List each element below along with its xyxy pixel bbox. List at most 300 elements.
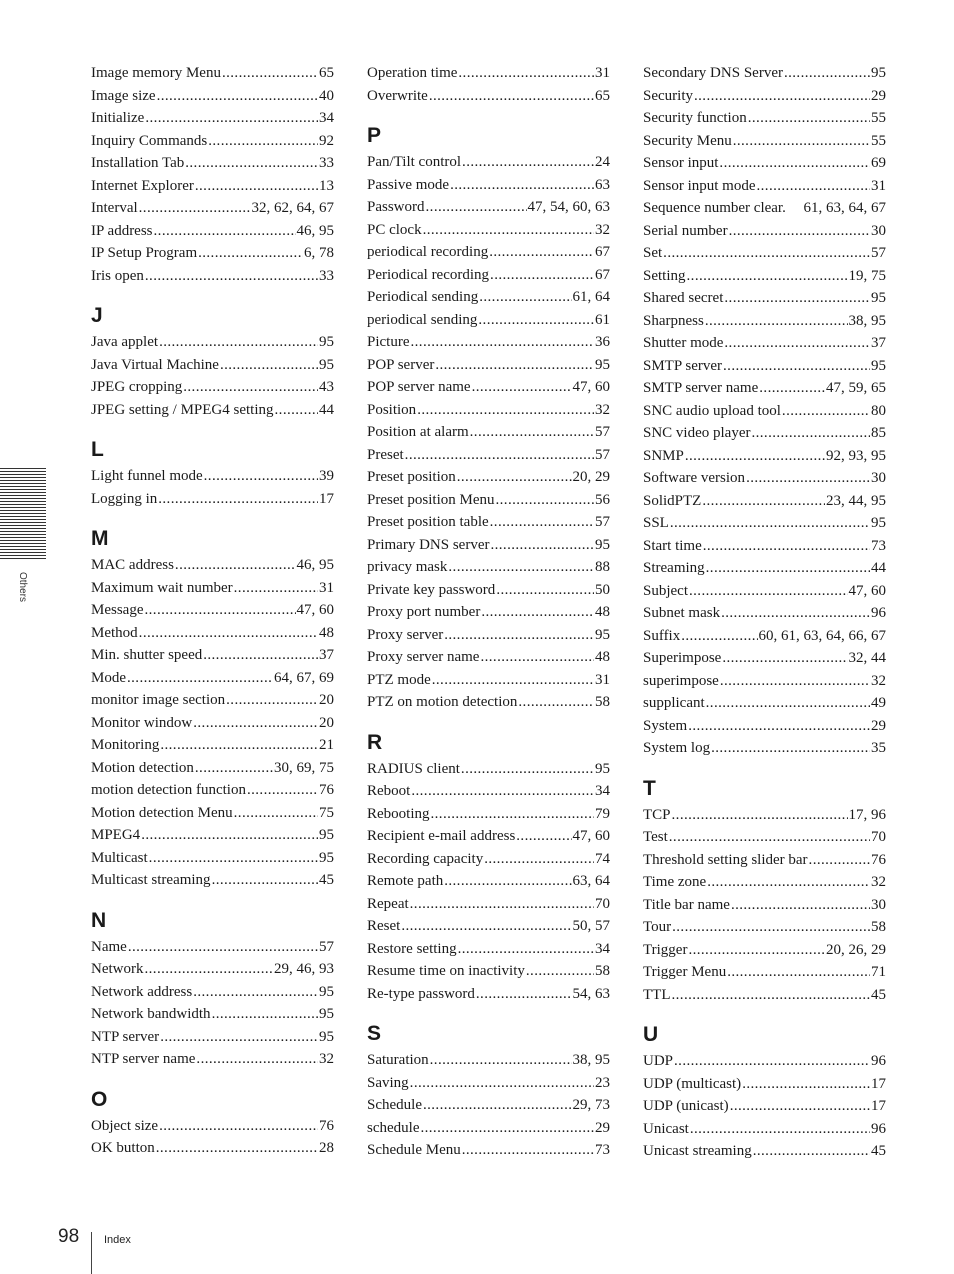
index-page-numbers: 57 <box>319 938 334 955</box>
index-page-numbers: 79 <box>595 805 610 822</box>
index-page-numbers: 57 <box>595 446 610 463</box>
index-entry <box>643 130 886 153</box>
index-page-numbers: 38, 95 <box>848 312 886 329</box>
leader-dots <box>496 579 594 602</box>
leader-dots <box>154 220 296 243</box>
index-term: Test <box>643 829 668 845</box>
index-entry <box>367 511 610 534</box>
leader-dots <box>526 960 594 983</box>
index-entry <box>643 557 886 580</box>
leader-dots <box>784 62 870 85</box>
index-page-numbers: 71 <box>871 964 886 980</box>
leader-dots <box>688 939 825 962</box>
index-page-numbers: 45 <box>871 986 886 1003</box>
leader-dots <box>724 332 870 355</box>
leader-dots <box>723 355 870 378</box>
index-entry <box>643 490 886 513</box>
leader-dots <box>435 354 594 377</box>
leader-dots <box>722 647 847 670</box>
leader-dots <box>481 601 594 624</box>
index-entry <box>91 62 334 85</box>
index-entry <box>91 599 334 622</box>
leader-dots <box>669 826 870 849</box>
leader-dots <box>702 490 825 513</box>
leader-dots <box>705 310 848 333</box>
index-term: Installation Tab <box>91 155 185 171</box>
index-entry <box>643 467 886 490</box>
index-entry <box>643 535 886 558</box>
index-page-numbers: 80 <box>871 402 886 419</box>
leader-dots <box>139 622 318 645</box>
index-page-numbers: 30 <box>871 222 886 239</box>
index-entry <box>643 62 886 85</box>
leader-dots <box>212 1003 318 1026</box>
index-term: System <box>643 717 688 734</box>
leader-dots <box>158 488 318 511</box>
index-entry <box>91 847 334 870</box>
index-page-numbers: 29, 73 <box>572 1097 610 1113</box>
index-entry <box>367 196 610 219</box>
index-page-numbers: 58 <box>595 694 610 710</box>
leader-dots <box>751 422 870 445</box>
leader-dots <box>195 757 273 780</box>
index-entry <box>91 354 334 377</box>
index-entry <box>367 556 610 579</box>
index-page-numbers: 70 <box>595 895 610 912</box>
index-term: motion detection function <box>91 782 246 798</box>
index-term: Private key password <box>367 581 496 598</box>
index-term: Secondary DNS Server <box>643 65 783 81</box>
index-page-numbers: 95 <box>871 357 886 374</box>
index-entry <box>643 355 886 378</box>
index-term: superimpose <box>643 672 719 689</box>
index-term: Maximum wait number <box>91 579 233 596</box>
index-entry <box>91 622 334 645</box>
index-term: Software version <box>643 470 746 486</box>
index-term: Unicast streaming <box>643 1143 752 1159</box>
index-term: MAC address <box>91 557 174 573</box>
index-page-numbers: 31 <box>595 65 610 81</box>
leader-dots <box>480 646 594 669</box>
index-entry <box>367 489 610 512</box>
index-page-numbers: 29 <box>871 717 886 734</box>
index-page-numbers: 95 <box>319 356 334 373</box>
index-entry <box>91 107 334 130</box>
index-page-numbers: 32, 62, 64, 67 <box>251 200 334 216</box>
leader-dots <box>476 983 572 1006</box>
leader-dots <box>430 1049 572 1072</box>
index-term: Network address <box>91 983 193 1000</box>
index-entry <box>367 534 610 557</box>
index-term: SNC video player <box>643 425 751 441</box>
page-number: 98 <box>58 1226 80 1247</box>
index-term: Schedule <box>367 1097 422 1113</box>
index-entry <box>367 646 610 669</box>
index-page-numbers: 23 <box>595 1074 610 1091</box>
index-page-numbers: 47, 60 <box>572 379 610 395</box>
leader-dots <box>411 331 595 354</box>
index-entry <box>367 848 610 871</box>
leader-dots <box>420 1117 594 1140</box>
index-term: TTL <box>643 986 671 1003</box>
index-page-numbers: 34 <box>319 110 334 126</box>
index-page-numbers: 6, 78 <box>304 245 334 261</box>
index-page-numbers: 38, 95 <box>572 1052 610 1068</box>
leader-dots <box>490 534 594 557</box>
leader-dots <box>490 264 594 287</box>
leader-dots <box>516 825 571 848</box>
index-term: Multicast streaming <box>91 872 211 888</box>
index-term: Method <box>91 624 138 641</box>
leader-dots <box>490 511 594 534</box>
index-entry <box>643 197 886 220</box>
index-term: Object size <box>91 1117 159 1134</box>
leader-dots <box>729 220 870 243</box>
index-letter-heading: J <box>91 304 103 327</box>
index-term: Schedule Menu <box>367 1142 461 1158</box>
leader-dots <box>401 915 571 938</box>
index-page-numbers: 57 <box>871 245 886 261</box>
index-entry <box>367 758 610 781</box>
index-term: Serial number <box>643 222 728 239</box>
index-term: Monitor window <box>91 714 193 731</box>
index-page-numbers: 19, 75 <box>848 267 886 284</box>
index-page-numbers: 20, 29 <box>572 469 610 485</box>
index-page-numbers: 44 <box>871 560 886 576</box>
index-entry <box>643 871 886 894</box>
index-term: Java Virtual Machine <box>91 356 219 373</box>
index-term: Pan/Tilt control <box>367 154 462 170</box>
leader-dots <box>733 130 870 153</box>
index-letter-heading: L <box>91 438 104 461</box>
leader-dots <box>127 667 273 690</box>
index-page-numbers: 85 <box>871 425 886 441</box>
index-page-numbers: 48 <box>319 624 334 641</box>
index-term: Recording capacity <box>367 850 484 867</box>
leader-dots <box>160 1026 318 1049</box>
index-entry <box>91 376 334 399</box>
index-entry <box>367 219 610 242</box>
index-entry <box>367 1094 610 1117</box>
index-page-numbers: 17 <box>871 1098 886 1114</box>
leader-dots <box>672 804 848 827</box>
index-term: SMTP server <box>643 357 723 374</box>
index-entry <box>367 1072 610 1095</box>
index-entry <box>643 894 886 917</box>
leader-dots <box>759 377 825 400</box>
index-page-numbers: 67 <box>595 266 610 283</box>
index-page-numbers: 67 <box>595 244 610 260</box>
index-entry <box>643 580 886 603</box>
index-page-numbers: 96 <box>871 605 886 621</box>
index-entry <box>367 421 610 444</box>
index-page-numbers: 95 <box>319 849 334 866</box>
leader-dots <box>496 489 595 512</box>
index-entry <box>643 220 886 243</box>
index-page-numbers: 75 <box>319 804 334 821</box>
index-page-numbers: 47, 54, 60, 63 <box>527 199 610 215</box>
index-page-numbers: 28 <box>319 1140 334 1156</box>
index-term: Preset <box>367 446 404 463</box>
index-term: Security function <box>643 110 747 126</box>
index-entry <box>643 445 886 468</box>
index-entry <box>367 1049 610 1072</box>
leader-dots <box>746 467 870 490</box>
index-term: Light funnel mode <box>91 468 203 484</box>
index-page-numbers: 17, 96 <box>848 806 886 823</box>
index-page-numbers: 20, 26, 29 <box>826 941 886 958</box>
leader-dots <box>707 871 870 894</box>
leader-dots <box>462 1139 594 1162</box>
index-term: JPEG cropping <box>91 379 183 395</box>
index-term: Re-type password <box>367 985 475 1002</box>
index-term: System log <box>643 740 711 756</box>
index-page-numbers: 31 <box>595 671 610 688</box>
index-term: Initialize <box>91 110 145 126</box>
index-page-numbers: 76 <box>319 1117 334 1134</box>
leader-dots <box>711 737 870 760</box>
index-entry <box>91 554 334 577</box>
index-entry <box>91 779 334 802</box>
index-term: Sharpness <box>643 312 704 329</box>
index-term: UDP (unicast) <box>643 1098 729 1114</box>
leader-dots <box>145 107 318 130</box>
index-term: Network bandwidth <box>91 1006 211 1022</box>
index-term: periodical recording <box>367 244 489 260</box>
index-entry <box>91 465 334 488</box>
index-entry <box>91 734 334 757</box>
index-entry <box>367 938 610 961</box>
index-entry <box>367 893 610 916</box>
index-term: OK button <box>91 1140 155 1156</box>
index-term: Unicast <box>643 1120 689 1137</box>
leader-dots <box>175 554 296 577</box>
index-term: PC clock <box>367 221 422 238</box>
index-term: Time zone <box>643 874 707 890</box>
index-entry <box>643 175 886 198</box>
index-page-numbers: 39 <box>319 468 334 484</box>
index-entry <box>367 579 610 602</box>
index-entry <box>367 669 610 692</box>
index-term: Security Menu <box>643 132 732 149</box>
index-page-numbers: 54, 63 <box>572 985 610 1002</box>
index-page-numbers: 47, 60 <box>848 582 886 599</box>
leader-dots <box>720 670 870 693</box>
index-entry <box>643 984 886 1007</box>
index-entry <box>643 377 886 400</box>
index-entry <box>91 1048 334 1071</box>
index-term: PTZ on motion detection <box>367 694 518 710</box>
leader-dots <box>183 376 318 399</box>
index-entry <box>91 152 334 175</box>
index-term: Image memory Menu <box>91 65 221 81</box>
index-entry <box>91 577 334 600</box>
index-page-numbers: 34 <box>595 940 610 957</box>
index-page-numbers: 48 <box>595 649 610 665</box>
index-entry <box>643 849 886 872</box>
leader-dots <box>195 175 318 198</box>
leader-dots <box>444 870 571 893</box>
index-term: SNC audio upload tool <box>643 402 781 419</box>
index-term: Min. shutter speed <box>91 647 203 663</box>
index-page-numbers: 44 <box>319 401 334 418</box>
index-page-numbers: 92, 93, 95 <box>826 447 886 464</box>
index-page-numbers: 47, 59, 65 <box>826 380 886 396</box>
leader-dots <box>198 242 303 265</box>
leader-dots <box>193 712 318 735</box>
index-term: TCP <box>643 806 671 823</box>
index-term: JPEG setting / MPEG4 setting <box>91 401 274 418</box>
leader-dots <box>234 577 318 600</box>
index-entry <box>643 1095 886 1118</box>
leader-dots <box>185 152 318 175</box>
index-page-numbers: 46, 95 <box>296 222 334 239</box>
index-term: Suffix <box>643 627 681 644</box>
index-page-numbers: 95 <box>319 1006 334 1022</box>
index-page-numbers: 61, 64 <box>572 289 610 305</box>
index-term: privacy mask <box>367 559 448 575</box>
leader-dots <box>472 376 572 399</box>
index-entry <box>643 265 886 288</box>
leader-dots <box>208 130 318 153</box>
leader-dots <box>203 644 318 667</box>
index-page-numbers: 17 <box>871 1075 886 1092</box>
leader-dots <box>670 512 870 535</box>
index-page-numbers: 49 <box>871 695 886 711</box>
index-term: monitor image section <box>91 692 226 708</box>
leader-dots <box>160 734 318 757</box>
index-entry <box>91 958 334 981</box>
leader-dots <box>462 151 594 174</box>
index-page-numbers: 46, 95 <box>296 557 334 573</box>
index-page-numbers: 65 <box>595 87 610 104</box>
leader-dots <box>731 894 870 917</box>
index-page-numbers: 95 <box>319 1028 334 1045</box>
index-column-1 <box>91 62 334 1160</box>
index-term: supplicant <box>643 695 705 711</box>
index-entry <box>91 757 334 780</box>
index-term: Logging in <box>91 490 158 507</box>
index-page-numbers: 32, 44 <box>848 650 886 666</box>
leader-dots <box>703 535 870 558</box>
index-entry <box>367 444 610 467</box>
index-term: Motion detection Menu <box>91 804 233 821</box>
index-entry <box>91 1115 334 1138</box>
leader-dots <box>461 758 594 781</box>
leader-dots <box>159 1115 318 1138</box>
index-entry <box>91 175 334 198</box>
index-term: Proxy server <box>367 626 444 643</box>
leader-dots <box>448 556 594 579</box>
index-entry <box>367 264 610 287</box>
index-page-numbers: 61 <box>595 311 610 328</box>
index-term: IP address <box>91 222 153 239</box>
index-page-numbers: 13 <box>319 177 334 194</box>
leader-dots <box>429 85 594 108</box>
index-page-numbers: 43 <box>319 379 334 395</box>
leader-dots <box>220 354 318 377</box>
index-entry <box>91 242 334 265</box>
index-entry <box>367 466 610 489</box>
index-term: Recipient e-mail address <box>367 828 516 844</box>
index-page-numbers: 95 <box>871 290 886 306</box>
index-page-numbers: 57 <box>595 424 610 440</box>
index-entry <box>367 780 610 803</box>
index-page-numbers: 58 <box>871 919 886 935</box>
index-page-numbers: 32 <box>871 874 886 890</box>
index-entry <box>367 960 610 983</box>
index-page-numbers: 95 <box>595 626 610 643</box>
index-page-numbers: 73 <box>871 537 886 554</box>
leader-dots <box>742 1073 870 1096</box>
index-page-numbers: 70 <box>871 829 886 845</box>
index-page-numbers: 96 <box>871 1120 886 1137</box>
index-term: POP server name <box>367 379 471 395</box>
index-page-numbers: 95 <box>871 65 886 81</box>
index-entry <box>367 286 610 309</box>
index-term: Reboot <box>367 783 411 799</box>
footer-section-label: Index <box>104 1234 131 1246</box>
index-page-numbers: 58 <box>595 963 610 979</box>
index-entry <box>367 174 610 197</box>
index-term: Repeat <box>367 895 409 912</box>
index-term: Name <box>91 938 127 955</box>
index-term: Image size <box>91 87 156 104</box>
index-page-numbers: 21 <box>319 737 334 753</box>
leader-dots <box>222 62 318 85</box>
index-page-numbers: 32 <box>595 221 610 238</box>
index-page-numbers: 29 <box>871 87 886 104</box>
footer-divider <box>91 1232 92 1274</box>
index-term: UDP (multicast) <box>643 1075 742 1092</box>
index-page-numbers: 33 <box>319 155 334 171</box>
index-term: PTZ mode <box>367 671 431 688</box>
index-term: Preset position <box>367 469 456 485</box>
index-term: Preset position Menu <box>367 491 495 508</box>
index-page-numbers: 47, 60 <box>572 828 610 844</box>
index-page-numbers: 36 <box>595 334 610 350</box>
index-entry <box>91 85 334 108</box>
index-entry <box>643 107 886 130</box>
leader-dots <box>128 936 318 959</box>
index-letter-heading: M <box>91 527 109 550</box>
index-letter-heading: U <box>643 1023 659 1046</box>
leader-dots <box>157 85 318 108</box>
index-entry <box>367 1139 610 1162</box>
index-term: Reset <box>367 918 401 934</box>
index-term: Saturation <box>367 1052 429 1068</box>
index-entry <box>91 981 334 1004</box>
index-term: Trigger <box>643 941 688 958</box>
leader-dots <box>411 780 594 803</box>
index-entry <box>367 399 610 422</box>
leader-dots <box>721 602 870 625</box>
leader-dots <box>730 1095 870 1118</box>
leader-dots <box>423 219 594 242</box>
index-term: SSL <box>643 515 669 531</box>
leader-dots <box>145 599 296 622</box>
index-entry <box>643 737 886 760</box>
index-term: Position <box>367 401 417 418</box>
leader-dots <box>458 938 594 961</box>
leader-dots <box>156 1137 318 1160</box>
index-entry <box>643 670 886 693</box>
leader-dots <box>159 331 318 354</box>
index-page-numbers: 29 <box>595 1119 610 1136</box>
index-entry <box>367 376 610 399</box>
index-term: Iris open <box>91 267 144 284</box>
leader-dots <box>753 1140 870 1163</box>
